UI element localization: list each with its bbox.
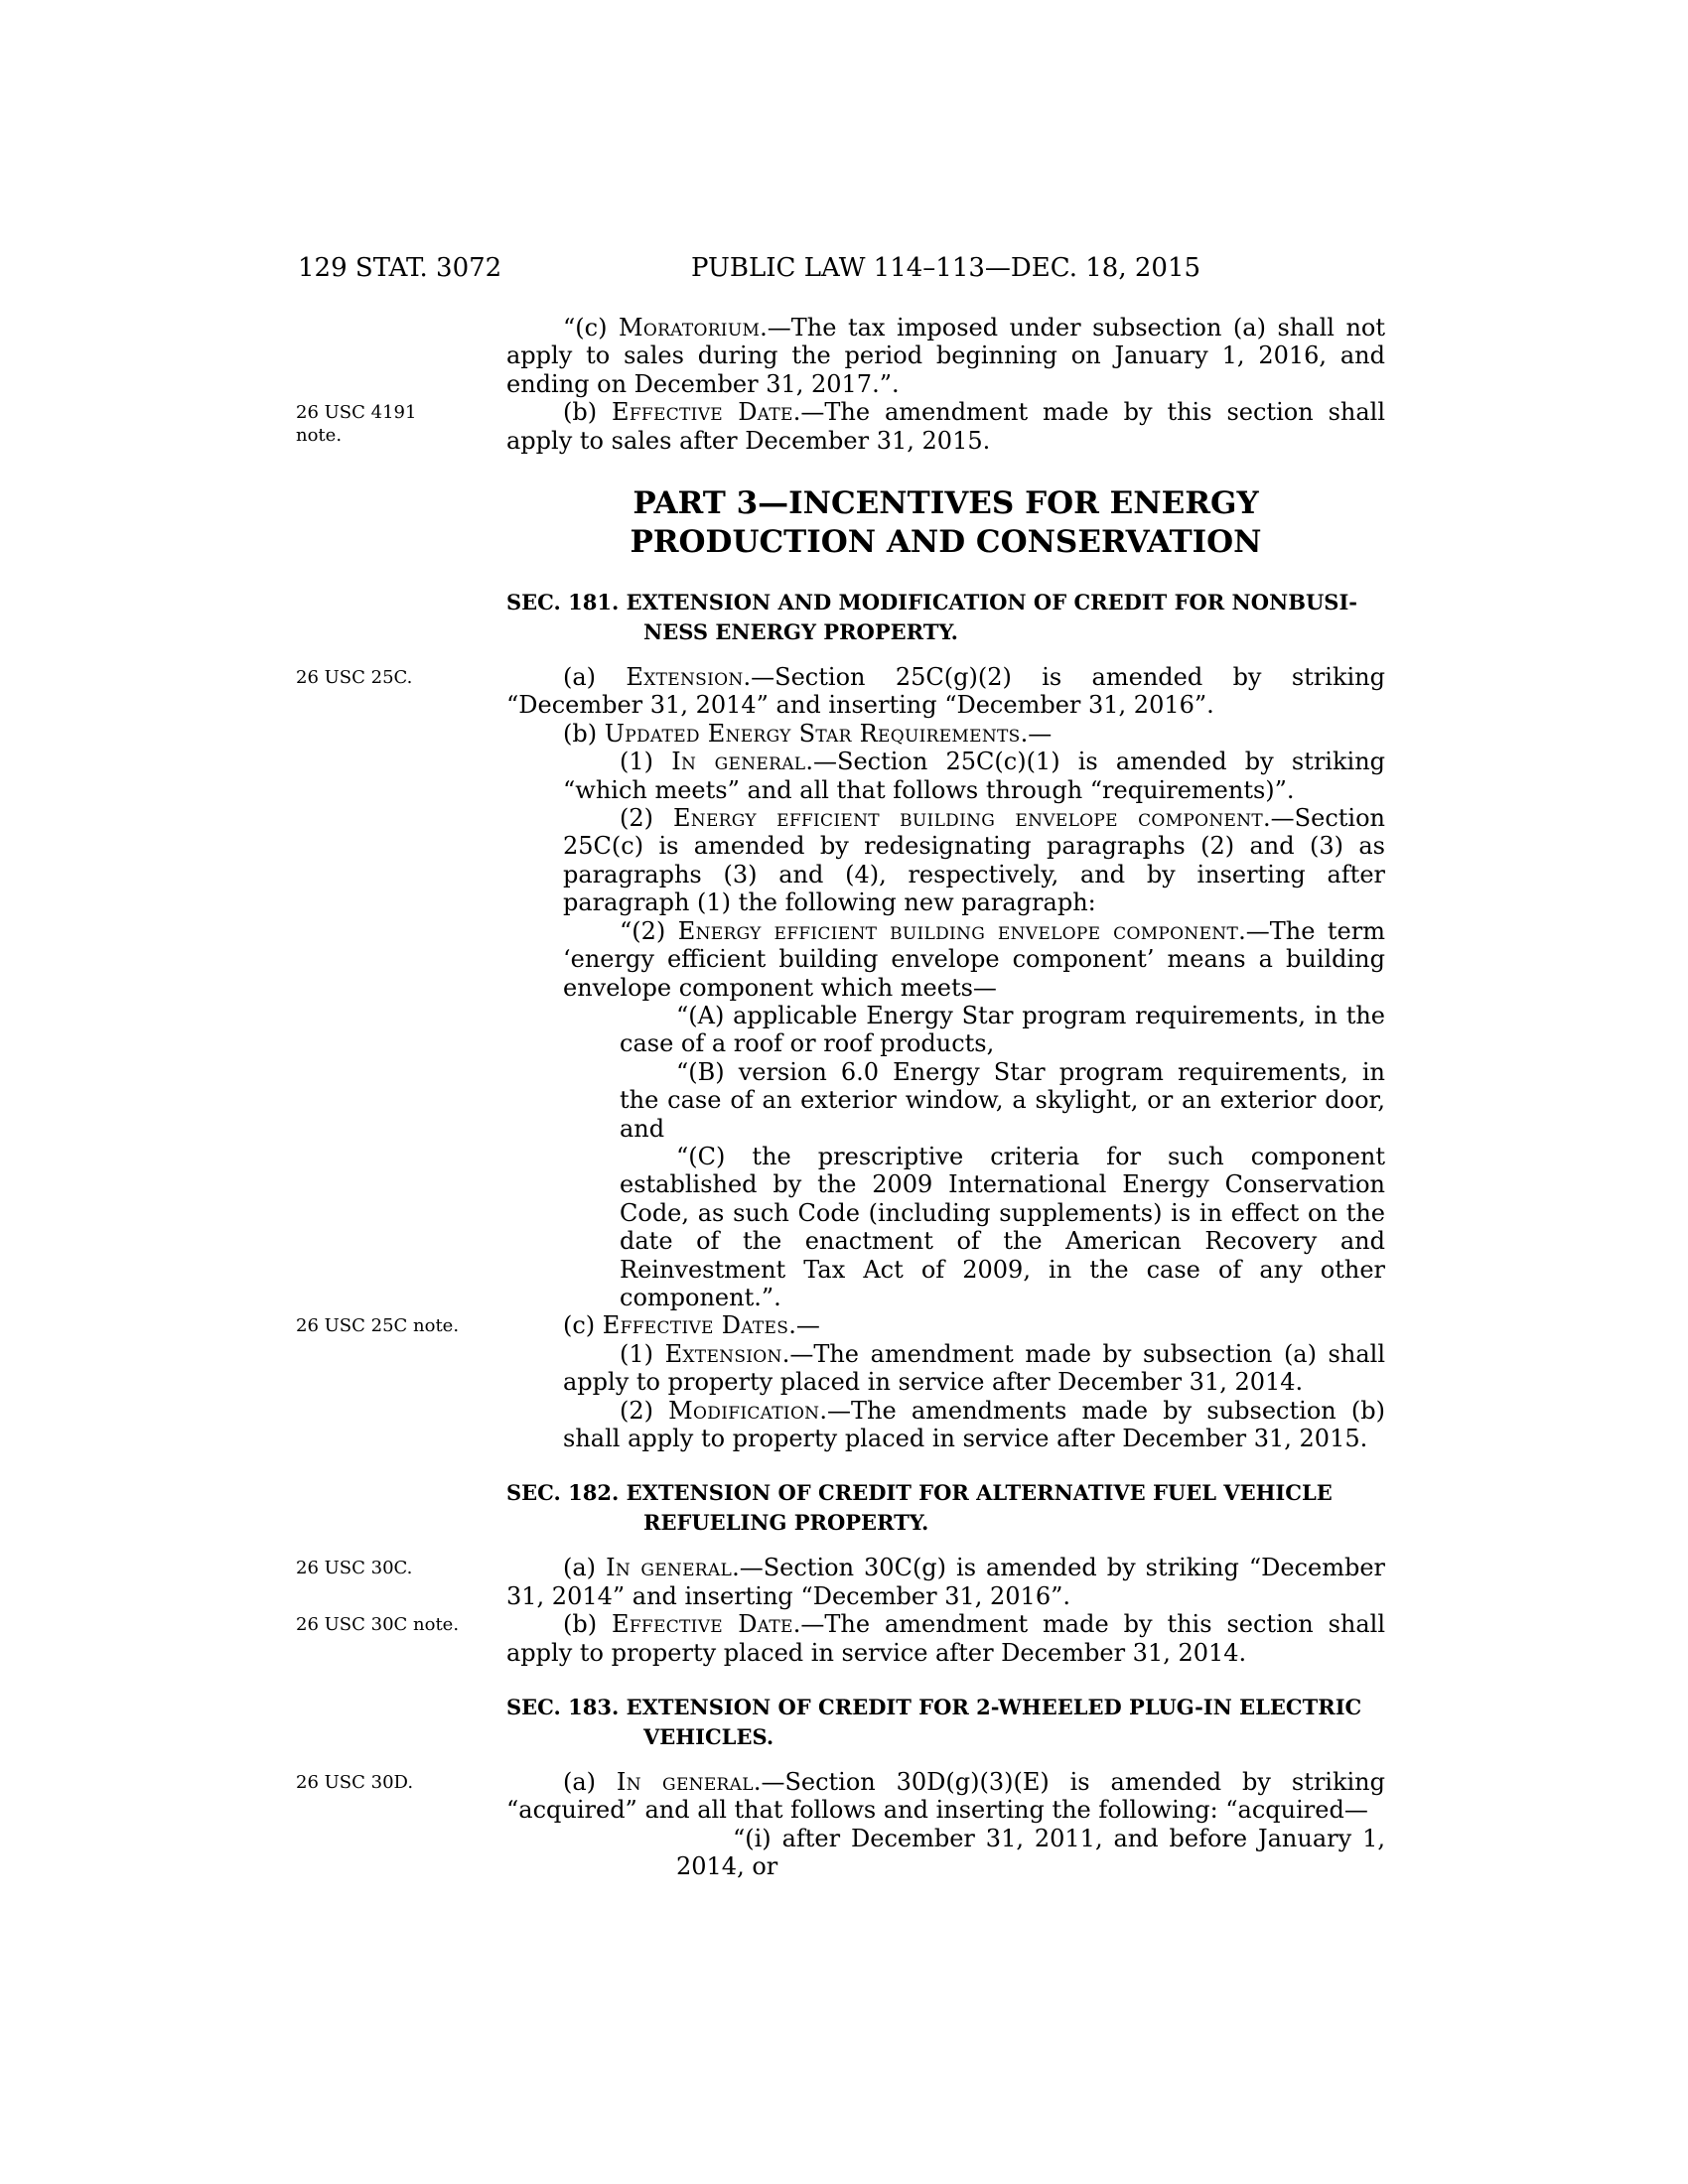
text-segment: (a) bbox=[563, 1554, 607, 1582]
text-segment: (2) bbox=[620, 1396, 669, 1425]
smallcaps-label: Effective Date bbox=[612, 1610, 793, 1639]
text-segment: “(B) version 6.0 Energy Star program requirements, in the case of an exterior window, a skylight, or an exterior door, and bbox=[620, 1057, 1385, 1143]
text-segment: (c) bbox=[563, 1311, 603, 1340]
margin-note-26usc25c bbox=[296, 666, 492, 689]
stat-citation: 129 STAT. 3072 bbox=[298, 253, 502, 283]
margin-note-line: 26 USC 25C. bbox=[296, 667, 413, 689]
text-segment: .—The amendment made by this section shall apply to sales after December 31, 2015. bbox=[506, 398, 1385, 455]
text-segment: (2) bbox=[620, 804, 673, 833]
text-segment: .—Section 25C(g)(2) is amended by striking “December 31, 2014” and inserting “December 31, 2016”. bbox=[506, 663, 1385, 720]
margin-note-line: note. bbox=[296, 425, 343, 447]
sec-182-heading bbox=[506, 1478, 1385, 1538]
para-quoted-c-prescriptive-criteria bbox=[620, 1143, 1385, 1311]
text-segment: .—The amendments made by subsection (b) shall apply to property placed in service after December 31, 2015. bbox=[563, 1396, 1385, 1452]
text-segment: (b) bbox=[563, 719, 605, 748]
text-segment: .—The amendment made by this section shall apply to property placed in service after December 31, 2014. bbox=[506, 1610, 1385, 1667]
para-181-b2-envelope-component bbox=[563, 804, 1385, 917]
section-heading-line: REFUELING PROPERTY. bbox=[643, 1510, 929, 1536]
text-segment: .—Section 25C(c) is amended by redesignating paragraphs (2) and (3) as paragraphs (3) and (4), respectively, and by inserting after paragraph (1) the following new paragraph: bbox=[563, 804, 1385, 917]
margin-note-line: 26 USC 25C note. bbox=[296, 1315, 460, 1337]
para-181-b-updated-requirements bbox=[506, 720, 1385, 748]
para-quoted-b-window bbox=[620, 1058, 1385, 1143]
sec-181-heading bbox=[506, 588, 1385, 647]
text-segment: “(i) after December 31, 2011, and before January 1, 2014, or bbox=[676, 1824, 1385, 1881]
text-segment: (b) bbox=[563, 398, 613, 427]
section-heading-line: VEHICLES. bbox=[643, 1724, 774, 1750]
smallcaps-label: Moratorium bbox=[618, 314, 761, 341]
smallcaps-label: Updated Energy Star Requirements bbox=[604, 719, 1021, 748]
text-segment: .—The term ‘energy efficient building envelope component’ means a building envelope component which meets— bbox=[563, 916, 1385, 1002]
smallcaps-label: Extension bbox=[664, 1339, 782, 1368]
text-segment: (1) bbox=[620, 1339, 665, 1368]
section-heading-line: SEC. 181. EXTENSION AND MODIFICATION OF CREDIT FOR NONBUSI- bbox=[506, 590, 1358, 615]
part-heading-line: PRODUCTION AND CONSERVATION bbox=[630, 524, 1262, 561]
para-quoted-i-clause bbox=[676, 1825, 1385, 1881]
text-segment: .—Section 25C(c)(1) is amended by striking “which meets” and all that follows through “requirements)”. bbox=[563, 748, 1386, 804]
margin-note-line: 26 USC 30D. bbox=[296, 1772, 414, 1794]
margin-note-26usc30d bbox=[296, 1771, 492, 1794]
para-182-b-effective-date bbox=[296, 1610, 1385, 1667]
para-181-c-effective-dates bbox=[296, 1311, 1385, 1340]
smallcaps-label: Modification bbox=[668, 1396, 820, 1425]
law-title: PUBLIC LAW 114–113—DEC. 18, 2015 bbox=[690, 253, 1201, 283]
para-181-c2-modification bbox=[563, 1397, 1385, 1453]
smallcaps-label: Effective Date bbox=[612, 398, 793, 427]
margin-note-26usc30c bbox=[296, 1557, 492, 1579]
para-quoted-a-roof bbox=[620, 1002, 1385, 1058]
text-segment: .—The amendment made by subsection (a) shall apply to property placed in service after December 31, 2014. bbox=[563, 1339, 1385, 1397]
text-segment: “(2) bbox=[620, 916, 678, 945]
section-heading-line: SEC. 183. EXTENSION OF CREDIT FOR 2-WHEELED PLUG-IN ELECTRIC bbox=[506, 1695, 1362, 1720]
smallcaps-label: In general bbox=[606, 1554, 733, 1582]
smallcaps-label: Energy efficient building envelope component bbox=[672, 804, 1264, 833]
smallcaps-label: Extension bbox=[626, 663, 744, 692]
text-column bbox=[296, 252, 1386, 1881]
smallcaps-label: In general bbox=[671, 748, 806, 776]
para-183-a-in-general bbox=[296, 1768, 1386, 1825]
section-heading-line: NESS ENERGY PROPERTY. bbox=[643, 619, 958, 645]
text-segment: (a) bbox=[563, 1768, 617, 1797]
para-b-effective-date bbox=[296, 398, 1385, 455]
part-heading-line: PART 3—INCENTIVES FOR ENERGY bbox=[633, 485, 1259, 522]
smallcaps-label: Energy efficient building envelope component bbox=[677, 916, 1239, 945]
para-181-a-extension bbox=[296, 663, 1385, 720]
text-segment: “(c) bbox=[563, 314, 619, 341]
text-segment: .—The tax imposed under subsection (a) shall not apply to sales during the period beginning on January 1, 2016, and ending on December 31, 2017.”. bbox=[506, 314, 1385, 398]
para-c-moratorium bbox=[506, 314, 1385, 398]
part-3-heading bbox=[506, 484, 1385, 562]
sec-183-heading bbox=[506, 1693, 1385, 1752]
margin-note-26usc25c-note bbox=[296, 1314, 492, 1337]
margin-note-line: 26 USC 30C note. bbox=[296, 1614, 460, 1636]
text-segment: (a) bbox=[563, 663, 627, 692]
page-header bbox=[298, 252, 1385, 284]
margin-note-26usc30c-note bbox=[296, 1613, 492, 1636]
text-segment: .— bbox=[1020, 719, 1053, 748]
text-segment: .—Section 30C(g) is amended by striking “December 31, 2014” and inserting “December 31, 2016”. bbox=[506, 1554, 1385, 1610]
smallcaps-label: In general bbox=[616, 1768, 754, 1797]
margin-note-line: 26 USC 30C. bbox=[296, 1558, 413, 1579]
margin-note-line: 26 USC 4191 bbox=[296, 402, 417, 424]
text-segment: .—Section 30D(g)(3)(E) is amended by striking “acquired” and all that follows and inserting the following: “acquired— bbox=[506, 1768, 1386, 1825]
margin-note-26usc4191 bbox=[296, 401, 492, 447]
text-segment: (b) bbox=[563, 1610, 613, 1639]
text-segment: “(C) the prescriptive criteria for such component established by the 2009 International Energy Conservation Code, as such Code (including supplements) is in effect on the date of the enactment of the American Recovery and Reinvestment Tax Act of 2009, in the case of any other component.”. bbox=[620, 1142, 1385, 1311]
smallcaps-label: Effective Dates bbox=[602, 1311, 789, 1340]
text-segment: “(A) applicable Energy Star program requirements, in the case of a roof or roof products, bbox=[620, 1001, 1385, 1058]
para-182-a-in-general bbox=[296, 1554, 1385, 1610]
text-segment: .— bbox=[788, 1311, 820, 1340]
para-181-c1-extension bbox=[563, 1340, 1385, 1397]
para-181-b1-in-general bbox=[563, 748, 1385, 804]
para-quoted-2-envelope-component bbox=[563, 917, 1385, 1002]
text-segment: (1) bbox=[620, 748, 672, 776]
section-heading-line: SEC. 182. EXTENSION OF CREDIT FOR ALTERNATIVE FUEL VEHICLE bbox=[506, 1480, 1333, 1506]
